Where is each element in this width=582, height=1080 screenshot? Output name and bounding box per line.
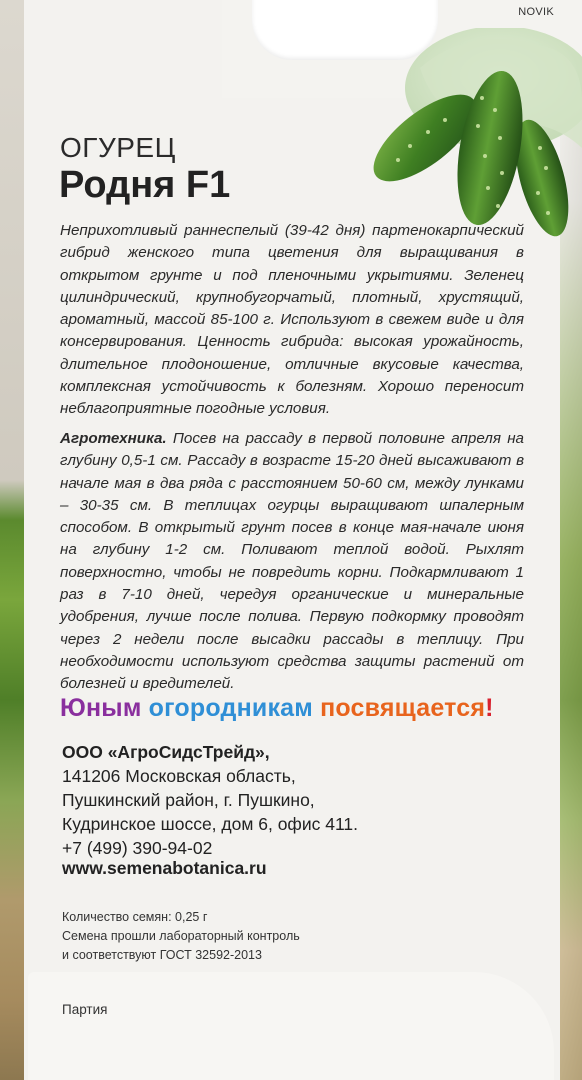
address-line: Кудринское шоссе, дом 6, офис 411. — [62, 814, 358, 834]
product-description: Неприхотливый раннеспелый (39-42 дня) партенокарпический гибрид женского типа цветения для выращивания в открытом грунте и под пленочными укрытиями. Зеленец цилиндрический, крупнобугорчатый, плотный, хрустящий, ароматный, массой 85-100 г. Используют в свежем виде и для консервирования. Ценность гибрида: высокая урожайность, длительное плодоношение, отличные вкусовые качества, комплексная устойчивость к болезням. Хорошо переносит неблагоприятные погодные условия. — [60, 222, 524, 418]
lab-control-line: Семена прошли лабораторный контроль — [62, 929, 300, 943]
packet-left-edge — [0, 0, 24, 1080]
agrotechnics-text: Посев на рассаду в первой половине апреля на глубину 0,5-1 см. Рассаду в возрасте 15-20 дней высаживают в начале мая в два ряда с расстоянием 50-60 см, между лунками – 30-35 см. В теплицах огурцы выращивают шпалерным способом. В открытый грунт посев в конце мая-начале июня на глубину 1-2 см. Поливают теплой водой. Рыхлят поверхностно, чтобы не повредить корни. Подкармливают 1 раз в 7-10 дней, чередуя органические и минеральные удобрения, лучше после полива. Первую подкормку проводят через 2 недели после высадки рассады в теплицу. При необходимости используют средства защиты растений от болезней и вредителей. — [60, 430, 524, 693]
product-kind: ОГУРЕЦ — [60, 132, 176, 163]
company-info — [62, 740, 358, 860]
slogan-word: Юным — [60, 694, 149, 722]
batch-label: Партия — [62, 1002, 108, 1017]
slogan-word: огородникам — [148, 694, 321, 722]
slogan-word: посвящается — [320, 694, 486, 722]
agrotechnics-label: Агротехника. — [60, 430, 167, 447]
slogan — [60, 694, 494, 723]
brand-label: NOVIK — [518, 6, 554, 18]
gost-line: и соответствуют ГОСТ 32592-2013 — [62, 948, 262, 962]
company-name: ООО «АгроСидсТрейд», — [62, 742, 270, 762]
address-line: 141206 Московская область, — [62, 766, 296, 786]
company-website: www.semenabotanica.ru — [62, 858, 267, 878]
agrotechnics-section — [60, 428, 524, 696]
seed-quantity: Количество семян: 0,25 г — [62, 910, 208, 924]
company-phone: +7 (499) 390-94-02 — [62, 838, 213, 858]
seed-info — [62, 908, 300, 965]
batch-area — [28, 972, 554, 1080]
variety-title: Родня F1 — [59, 164, 231, 206]
cucumbers-image — [350, 28, 582, 238]
address-line: Пушкинский район, г. Пушкино, — [62, 790, 315, 810]
slogan-word: ! — [485, 694, 494, 722]
